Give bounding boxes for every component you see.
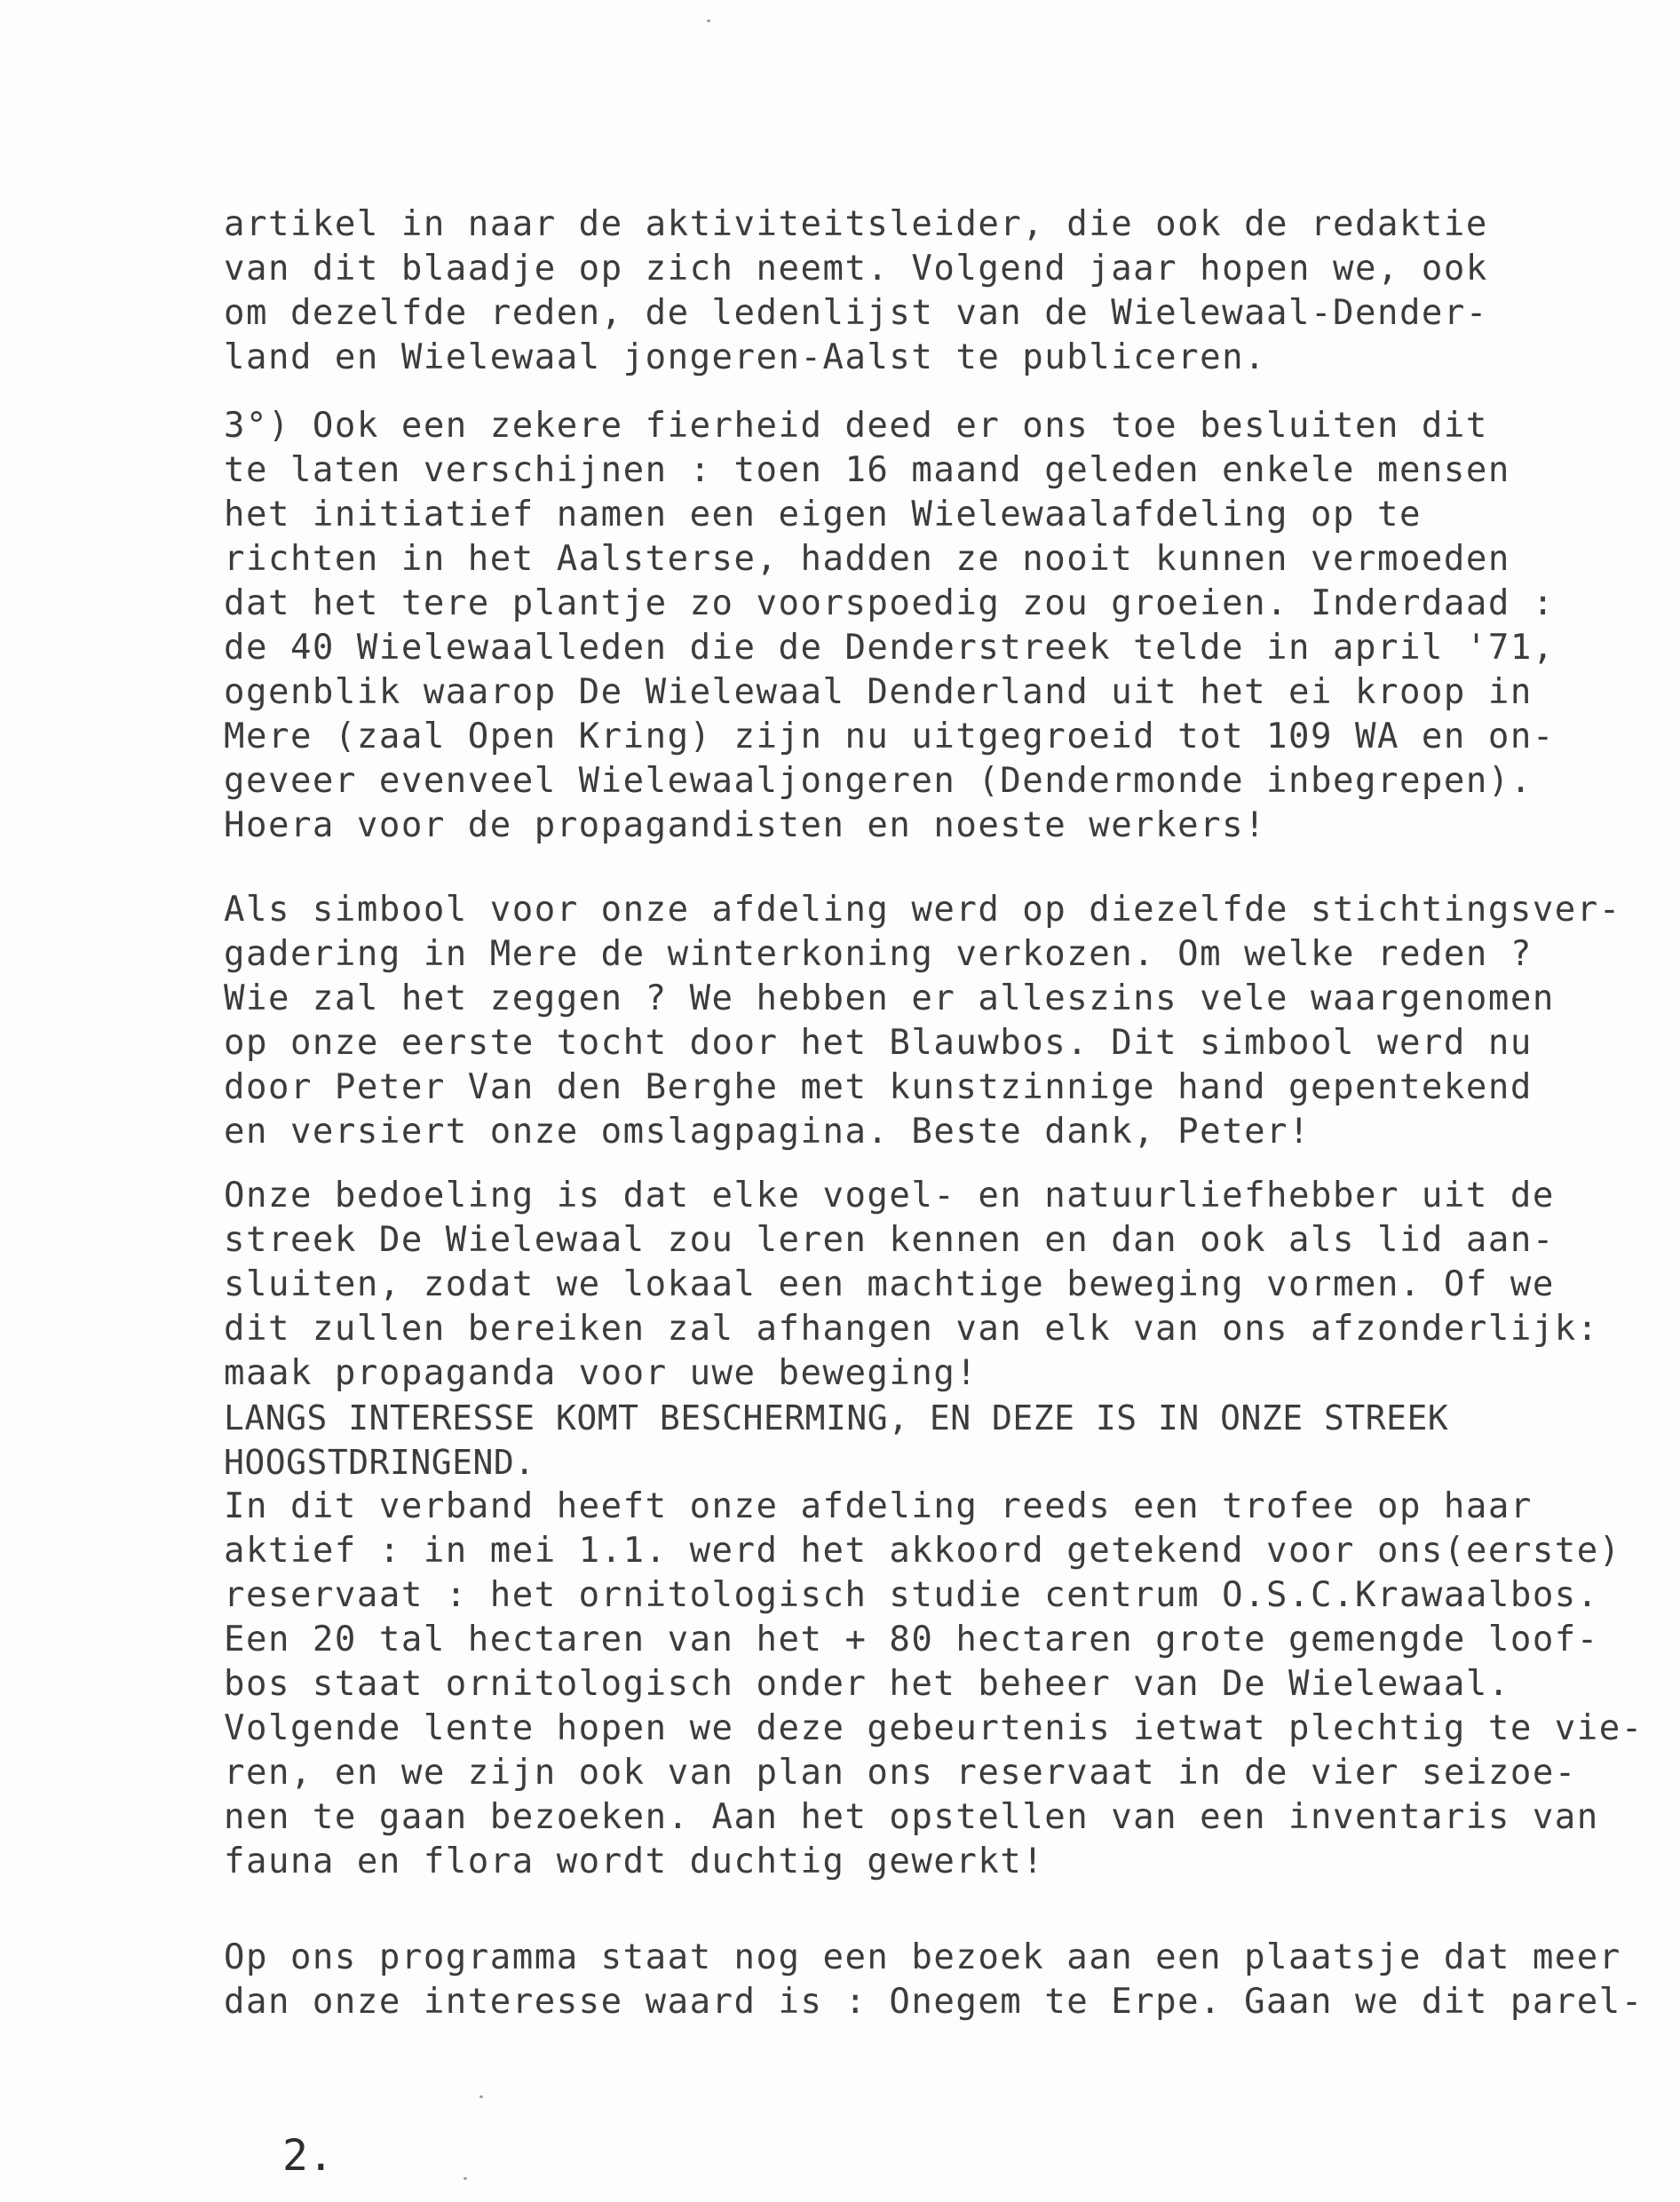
- text-line: Op ons programma staat nog een bezoek aan een plaatsje dat meer: [224, 1937, 1621, 1977]
- text-line: In dit verband heeft onze afdeling reeds een trofee op haar: [224, 1486, 1533, 1526]
- text-line: streek De Wielewaal zou leren kennen en dan ook als lid aan-: [224, 1220, 1555, 1260]
- paragraph-symbol: [224, 888, 1662, 1154]
- caps-line: LANGS INTERESSE KOMT BESCHERMING, EN DEZE IS IN ONZE STREEK: [224, 1398, 1449, 1438]
- paragraph-intro: [224, 202, 1662, 380]
- paper-speck: [464, 2177, 467, 2180]
- text-line: ogenblik waarop De Wielewaal Denderland uit het ei kroop in: [224, 672, 1533, 712]
- text-line: artikel in naar de aktiviteitsleider, die ook de redaktie: [224, 204, 1488, 244]
- text-line: nen te gaan bezoeken. Aan het opstellen van een inventaris van: [224, 1797, 1599, 1837]
- text-line: 3°) Ook een zekere fierheid deed er ons toe besluiten dit: [224, 406, 1488, 446]
- text-line: het initiatief namen een eigen Wielewaalafdeling op te: [224, 495, 1422, 535]
- paragraph-program: [224, 1936, 1662, 2024]
- text-line: geveer evenveel Wielewaaljongeren (Dendermonde inbegrepen).: [224, 761, 1533, 801]
- text-line: dit zullen bereiken zal afhangen van elk van ons afzonderlijk:: [224, 1309, 1599, 1349]
- paper-speck: [479, 2095, 483, 2098]
- text-line: fauna en flora wordt duchtig gewerkt!: [224, 1842, 1045, 1881]
- text-line: sluiten, zodat we lokaal een machtige beweging vormen. Of we: [224, 1264, 1555, 1304]
- text-line: bos staat ornitologisch onder het beheer van De Wielewaal.: [224, 1664, 1510, 1704]
- text-line: dan onze interesse waard is : Onegem te Erpe. Gaan we dit parel-: [224, 1982, 1644, 2022]
- text-line: op onze eerste tocht door het Blauwbos. Dit simbool werd nu: [224, 1023, 1533, 1063]
- text-line: en versiert onze omslagpagina. Beste dank, Peter!: [224, 1112, 1312, 1152]
- text-line: Hoera voor de propagandisten en noeste werkers!: [224, 805, 1267, 845]
- text-line: Een 20 tal hectaren van het + 80 hectaren grote gemengde loof-: [224, 1620, 1599, 1659]
- text-line: Volgende lente hopen we deze gebeurtenis ietwat plechtig te vie-: [224, 1708, 1644, 1748]
- paragraph-pride: [224, 404, 1662, 848]
- text-line: gadering in Mere de winterkoning verkozen. Om welke reden ?: [224, 934, 1533, 974]
- page-number: 2.: [282, 2131, 334, 2181]
- text-line: Als simbool voor onze afdeling werd op diezelfde stichtingsver-: [224, 890, 1621, 930]
- text-line: te laten verschijnen : toen 16 maand geleden enkele mensen: [224, 450, 1510, 490]
- text-line: van dit blaadje op zich neemt. Volgend jaar hopen we, ook: [224, 249, 1488, 289]
- text-line: om dezelfde reden, de ledenlijst van de Wielewaal-Dender-: [224, 293, 1488, 333]
- text-line: Wie zal het zeggen ? We hebben er alleszins vele waargenomen: [224, 978, 1555, 1018]
- text-line: Mere (zaal Open Kring) zijn nu uitgegroeid tot 109 WA en on-: [224, 717, 1555, 756]
- text-line: richten in het Aalsterse, hadden ze nooit kunnen vermoeden: [224, 539, 1510, 579]
- paragraph-goal: [224, 1174, 1662, 1884]
- text-line: aktief : in mei 1.1. werd het akkoord getekend voor ons(eerste): [224, 1531, 1621, 1571]
- caps-line: HOOGSTDRINGEND.: [224, 1443, 535, 1482]
- text-line: land en Wielewaal jongeren-Aalst te publiceren.: [224, 337, 1267, 377]
- text-line: Onze bedoeling is dat elke vogel- en natuurliefhebber uit de: [224, 1176, 1555, 1216]
- text-line: door Peter Van den Berghe met kunstzinnige hand gepentekend: [224, 1067, 1533, 1107]
- text-line: de 40 Wielewaalleden die de Denderstreek telde in april '71,: [224, 628, 1555, 668]
- text-line: dat het tere plantje zo voorspoedig zou groeien. Inderdaad :: [224, 583, 1555, 623]
- text-line: maak propaganda voor uwe beweging!: [224, 1353, 979, 1393]
- text-line: ren, en we zijn ook van plan ons reservaat in de vier seizoe-: [224, 1753, 1577, 1793]
- paper-speck: [707, 20, 710, 22]
- text-line: reservaat : het ornitologisch studie centrum O.S.C.Krawaalbos.: [224, 1575, 1599, 1615]
